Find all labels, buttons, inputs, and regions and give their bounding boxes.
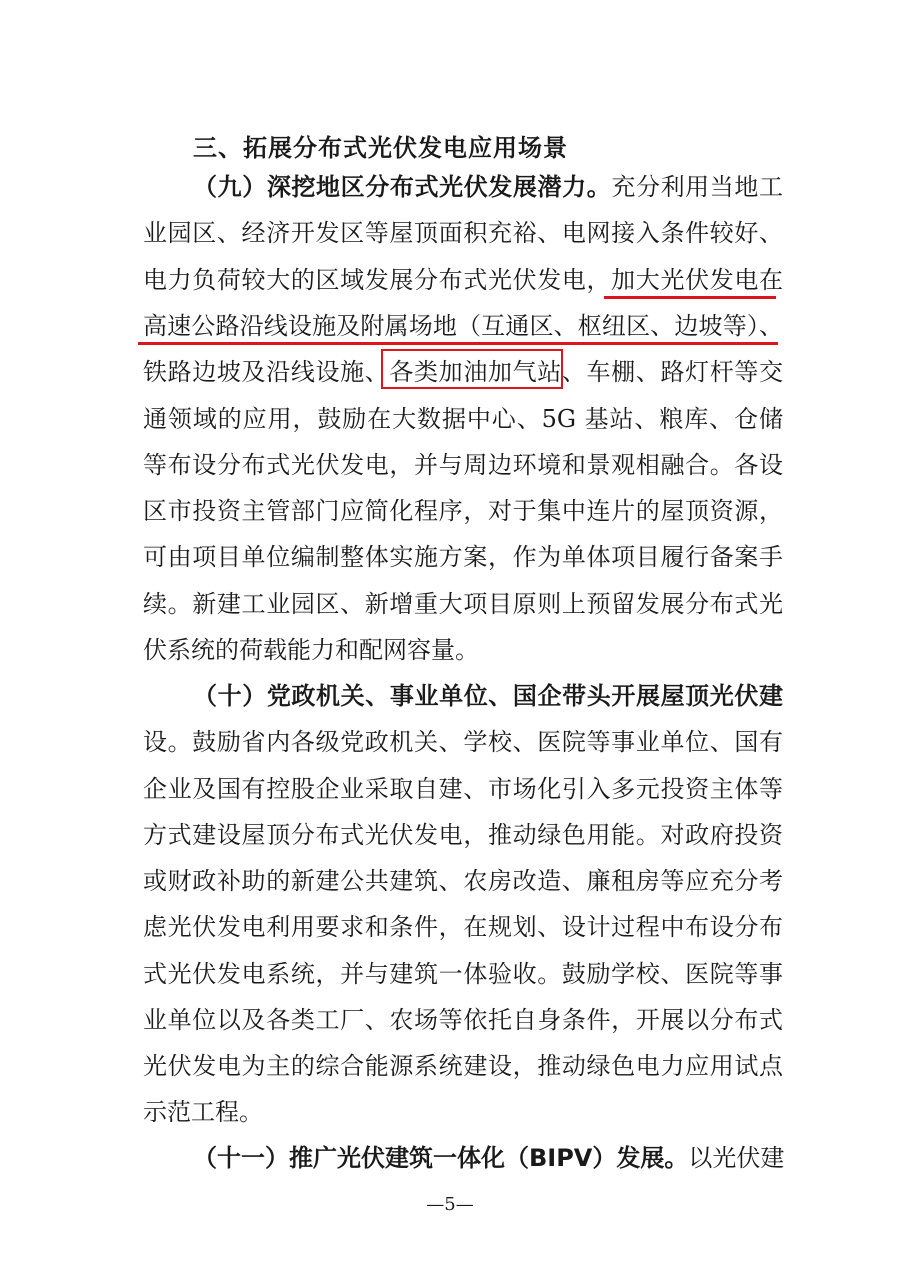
paragraph-text: 伏系统的荷载能力和配网容量。	[143, 636, 479, 664]
paragraph-text: 示范工程。	[143, 1098, 263, 1126]
text-line	[143, 450, 783, 480]
paragraph-text: 电力负荷较大的区域发展分布式光伏发电，加大光伏发电在	[143, 266, 783, 294]
text-line	[193, 172, 783, 202]
text-line	[143, 404, 783, 434]
paragraph-text: 方式建设屋顶分布式光伏发电，推动绿色用能。对政府投资	[143, 821, 783, 849]
paragraph-text: 业单位以及各类工厂、农场等依托自身条件，开展以分布式	[143, 1006, 783, 1034]
text-line	[193, 1143, 783, 1173]
paragraph-text: 等布设分布式光伏发电，并与周边环境和景观相融合。各设	[143, 451, 783, 479]
red-underline-1	[604, 296, 776, 299]
text-line	[143, 542, 783, 572]
paragraph-text: 通领域的应用，鼓励在大数据中心、5G 基站、粮库、仓储	[143, 405, 783, 433]
paragraph-lead-bold: （十一）推广光伏建筑一体化（BIPV）发展。	[193, 1144, 689, 1172]
paragraph-text: 光伏发电为主的综合能源系统建设，推动绿色电力应用试点	[143, 1052, 783, 1080]
text-line	[193, 681, 783, 711]
paragraph-text: 高速公路沿线设施及附属场地（互通区、枢纽区、边坡等）、	[143, 312, 783, 340]
text-line	[143, 820, 783, 850]
text-line	[143, 727, 783, 757]
paragraph-text: 企业及国有控股企业采取自建、市场化引入多元投资主体等	[143, 775, 783, 803]
paragraph-text: 铁路边坡及沿线设施、各类加油加气站、车棚、路灯杆等交	[143, 358, 783, 386]
paragraph-lead-bold: （九）深挖地区分布式光伏发展潜力。	[193, 173, 612, 201]
text-line	[143, 1051, 783, 1081]
paragraph-lead-bold: （十）党政机关、事业单位、国企带头开展屋顶光伏建	[193, 682, 783, 710]
paragraph-text: 以光伏建	[688, 1144, 785, 1172]
text-line	[143, 496, 783, 526]
text-line	[143, 635, 783, 665]
text-line	[143, 589, 783, 619]
text-line	[143, 912, 783, 942]
paragraph-text: 续。新建工业园区、新增重大项目原则上预留发展分布式光	[143, 590, 783, 618]
text-line	[143, 311, 783, 341]
text-line	[143, 218, 783, 248]
text-line	[143, 774, 783, 804]
paragraph-text: 设。鼓励省内各级党政机关、学校、医院等事业单位、国有	[143, 728, 783, 756]
red-underline-2	[138, 342, 778, 345]
paragraph-text: 业园区、经济开发区等屋顶面积充裕、电网接入条件较好、	[143, 219, 783, 247]
text-line	[143, 1005, 783, 1035]
paragraph-text: 可由项目单位编制整体实施方案，作为单体项目履行备案手	[143, 543, 783, 571]
section-heading: 三、拓展分布式光伏发电应用场景	[193, 134, 568, 162]
text-line	[143, 866, 783, 896]
text-line	[143, 265, 783, 295]
paragraph-text: 式光伏发电系统，并与建筑一体验收。鼓励学校、医院等事	[143, 960, 783, 988]
text-line	[143, 1097, 783, 1127]
paragraph-text: 虑光伏发电利用要求和条件，在规划、设计过程中布设分布	[143, 913, 783, 941]
page-number: —5—	[426, 1194, 474, 1215]
red-highlight-box	[381, 349, 563, 389]
paragraph-text: 区市投资主管部门应简化程序，对于集中连片的屋顶资源，	[143, 497, 783, 525]
paragraph-text: 或财政补助的新建公共建筑、农房改造、廉租房等应充分考	[143, 867, 783, 895]
text-line	[143, 959, 783, 989]
paragraph-text: 充分利用当地工	[611, 173, 784, 201]
